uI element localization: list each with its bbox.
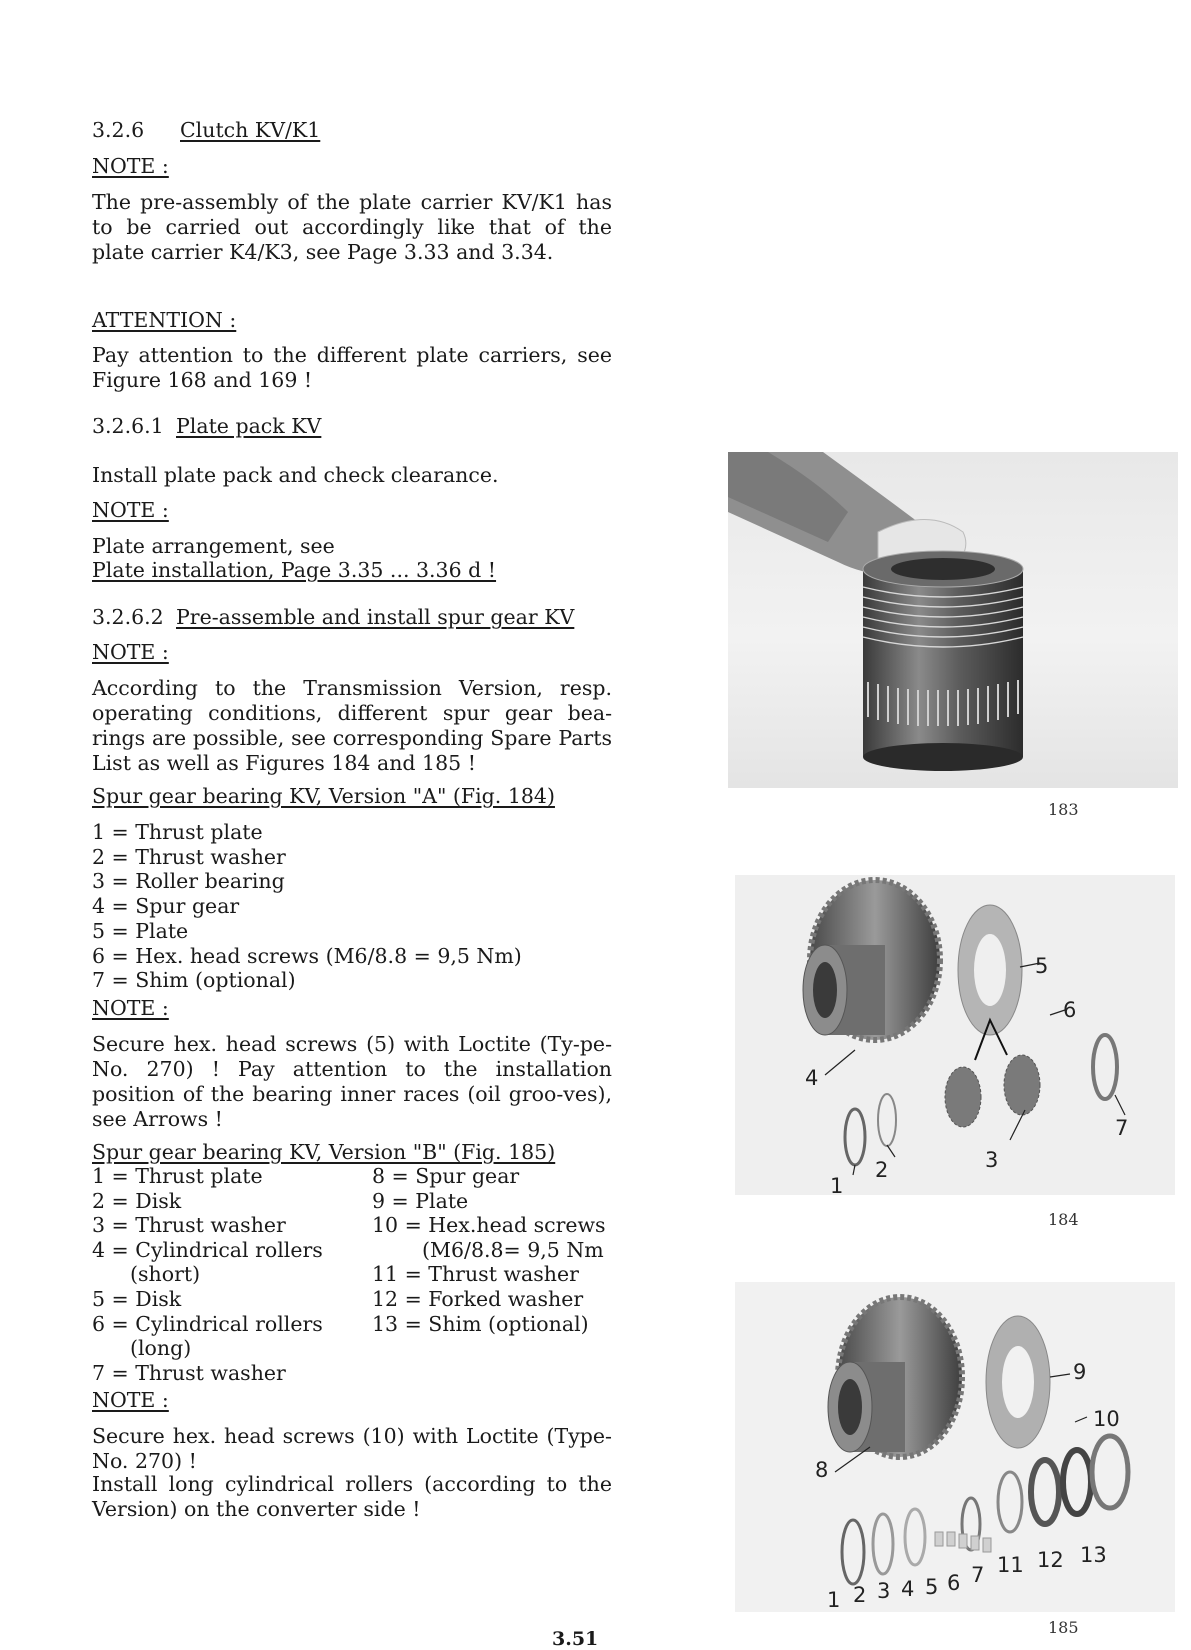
callout-label: 4: [805, 1066, 819, 1090]
parts-list-item: 10 = Hex.head screws: [372, 1213, 606, 1238]
clutch-plate-pack-illustration: [728, 452, 1178, 788]
note-text: Plate arrangement, see: [92, 534, 335, 558]
figure-184-number: 184: [1048, 1210, 1079, 1229]
parts-list-item: 1 = Thrust plate: [92, 820, 263, 844]
note-label: NOTE :: [92, 154, 169, 178]
callout-label: 6: [1063, 998, 1077, 1022]
note-text: Install long cylindrical rollers (according to the Version) on the converter side !: [92, 1472, 612, 1521]
note-text: According to the Transmission Version, resp. operating conditions, different spur gear bea-rings are possible, see corresponding Spare Parts List as well as Figures 184 and 185 !: [92, 676, 612, 775]
parts-list-item: 13 = Shim (optional): [372, 1311, 589, 1336]
page-number: 3.51: [552, 1628, 599, 1650]
parts-list-item: 5 = Plate: [92, 918, 189, 943]
parts-list-item: (long): [130, 1336, 192, 1361]
parts-list-item: 12 = Forked washer: [372, 1287, 584, 1311]
section-title: Clutch KV/K1: [180, 118, 321, 142]
parts-list-item: (short): [130, 1262, 201, 1287]
parts-list-item: 2 = Disk: [92, 1188, 182, 1213]
parts-list-item: 2 = Thrust washer: [92, 844, 286, 869]
callout-label: 6: [947, 1571, 961, 1595]
parts-list-item: 6 = Hex. head screws (M6/8.8 = 9,5 Nm): [92, 943, 522, 968]
callout-label: 3: [877, 1579, 891, 1603]
spur-gear-version-a-exploded-view: [735, 875, 1175, 1195]
spur-gear-version-b-exploded-view: [735, 1282, 1175, 1612]
note-text: Secure hex. head screws (5) with Loctite (Ty-pe-No. 270) ! Pay attention to the installation position of the bearing inner races (oil groo-ves), see Arrows !: [92, 1032, 612, 1131]
parts-list-item: 4 = Cylindrical rollers: [92, 1237, 323, 1262]
callout-label: 13: [1080, 1543, 1107, 1567]
callout-label: 5: [925, 1575, 939, 1599]
callout-label: 7: [971, 1563, 985, 1587]
callout-label: 8: [815, 1458, 829, 1482]
callout-label: 1: [830, 1174, 844, 1195]
parts-list-item: 3 = Thrust washer: [92, 1213, 286, 1238]
figure-183-photo: [728, 452, 1178, 788]
note-label: NOTE :: [92, 640, 169, 664]
callout-label: 7: [1115, 1116, 1129, 1140]
section-number: 3.2.6: [92, 118, 145, 142]
attention-text: Pay attention to the different plate carriers, see Figure 168 and 169 !: [92, 343, 612, 392]
note-label: NOTE :: [92, 996, 169, 1020]
callout-label: 2: [853, 1583, 867, 1607]
subsection-title: Pre-assemble and install spur gear KV: [176, 605, 575, 629]
parts-list-item: 4 = Spur gear: [92, 894, 240, 919]
callout-label: 10: [1093, 1407, 1120, 1431]
note-label: NOTE :: [92, 1388, 169, 1412]
parts-list-item: 9 = Plate: [372, 1188, 469, 1213]
subsection-title: Plate pack KV: [176, 414, 322, 438]
parts-list-item: 3 = Roller bearing: [92, 869, 285, 894]
subsection-heading: [92, 605, 574, 630]
attention-label: ATTENTION :: [92, 308, 237, 332]
subsection-number: 3.2.6.1: [92, 414, 164, 438]
note-text: Secure hex. head screws (10) with Loctite (Type-No. 270) !: [92, 1424, 612, 1473]
callout-label: 4: [901, 1577, 915, 1601]
parts-list-item: 7 = Shim (optional): [92, 968, 296, 993]
version-a-heading: Spur gear bearing KV, Version "A" (Fig. 184): [92, 784, 555, 808]
callout-label: 12: [1037, 1548, 1064, 1572]
section-heading: [92, 118, 320, 143]
note-label: NOTE :: [92, 498, 169, 522]
parts-list-item: 6 = Cylindrical rollers: [92, 1311, 323, 1336]
subsection-heading: [92, 414, 321, 439]
parts-list-item: 8 = Spur gear: [372, 1164, 520, 1188]
callout-label: 1: [827, 1588, 841, 1612]
subsection-number: 3.2.6.2: [92, 605, 164, 629]
figure-184-photo: [735, 875, 1175, 1195]
parts-list-item: 5 = Disk: [92, 1287, 182, 1311]
callout-label: 9: [1073, 1360, 1087, 1384]
parts-list-item: 1 = Thrust plate: [92, 1164, 263, 1188]
figure-183-number: 183: [1048, 800, 1079, 819]
note-text: The pre-assembly of the plate carrier KV/K1 has to be carried out accordingly like that of the plate carrier K4/K3, see Page 3.33 and 3.34.: [92, 190, 612, 264]
instruction-text: Install plate pack and check clearance.: [92, 463, 499, 487]
parts-list-item: (M6/8.8= 9,5 Nm: [422, 1237, 604, 1262]
figure-185-photo: [735, 1282, 1175, 1612]
callout-label: 5: [1035, 954, 1049, 978]
callout-label: 3: [985, 1148, 999, 1172]
parts-list-item: 7 = Thrust washer: [92, 1360, 286, 1385]
version-b-heading: Spur gear bearing KV, Version "B" (Fig. 185): [92, 1140, 556, 1164]
note-reference: Plate installation, Page 3.35 ... 3.36 d !: [92, 558, 497, 582]
parts-list-item: 11 = Thrust washer: [372, 1262, 579, 1287]
callout-label: 11: [997, 1553, 1024, 1577]
callout-label: 2: [875, 1158, 889, 1182]
figure-185-number: 185: [1048, 1618, 1079, 1637]
